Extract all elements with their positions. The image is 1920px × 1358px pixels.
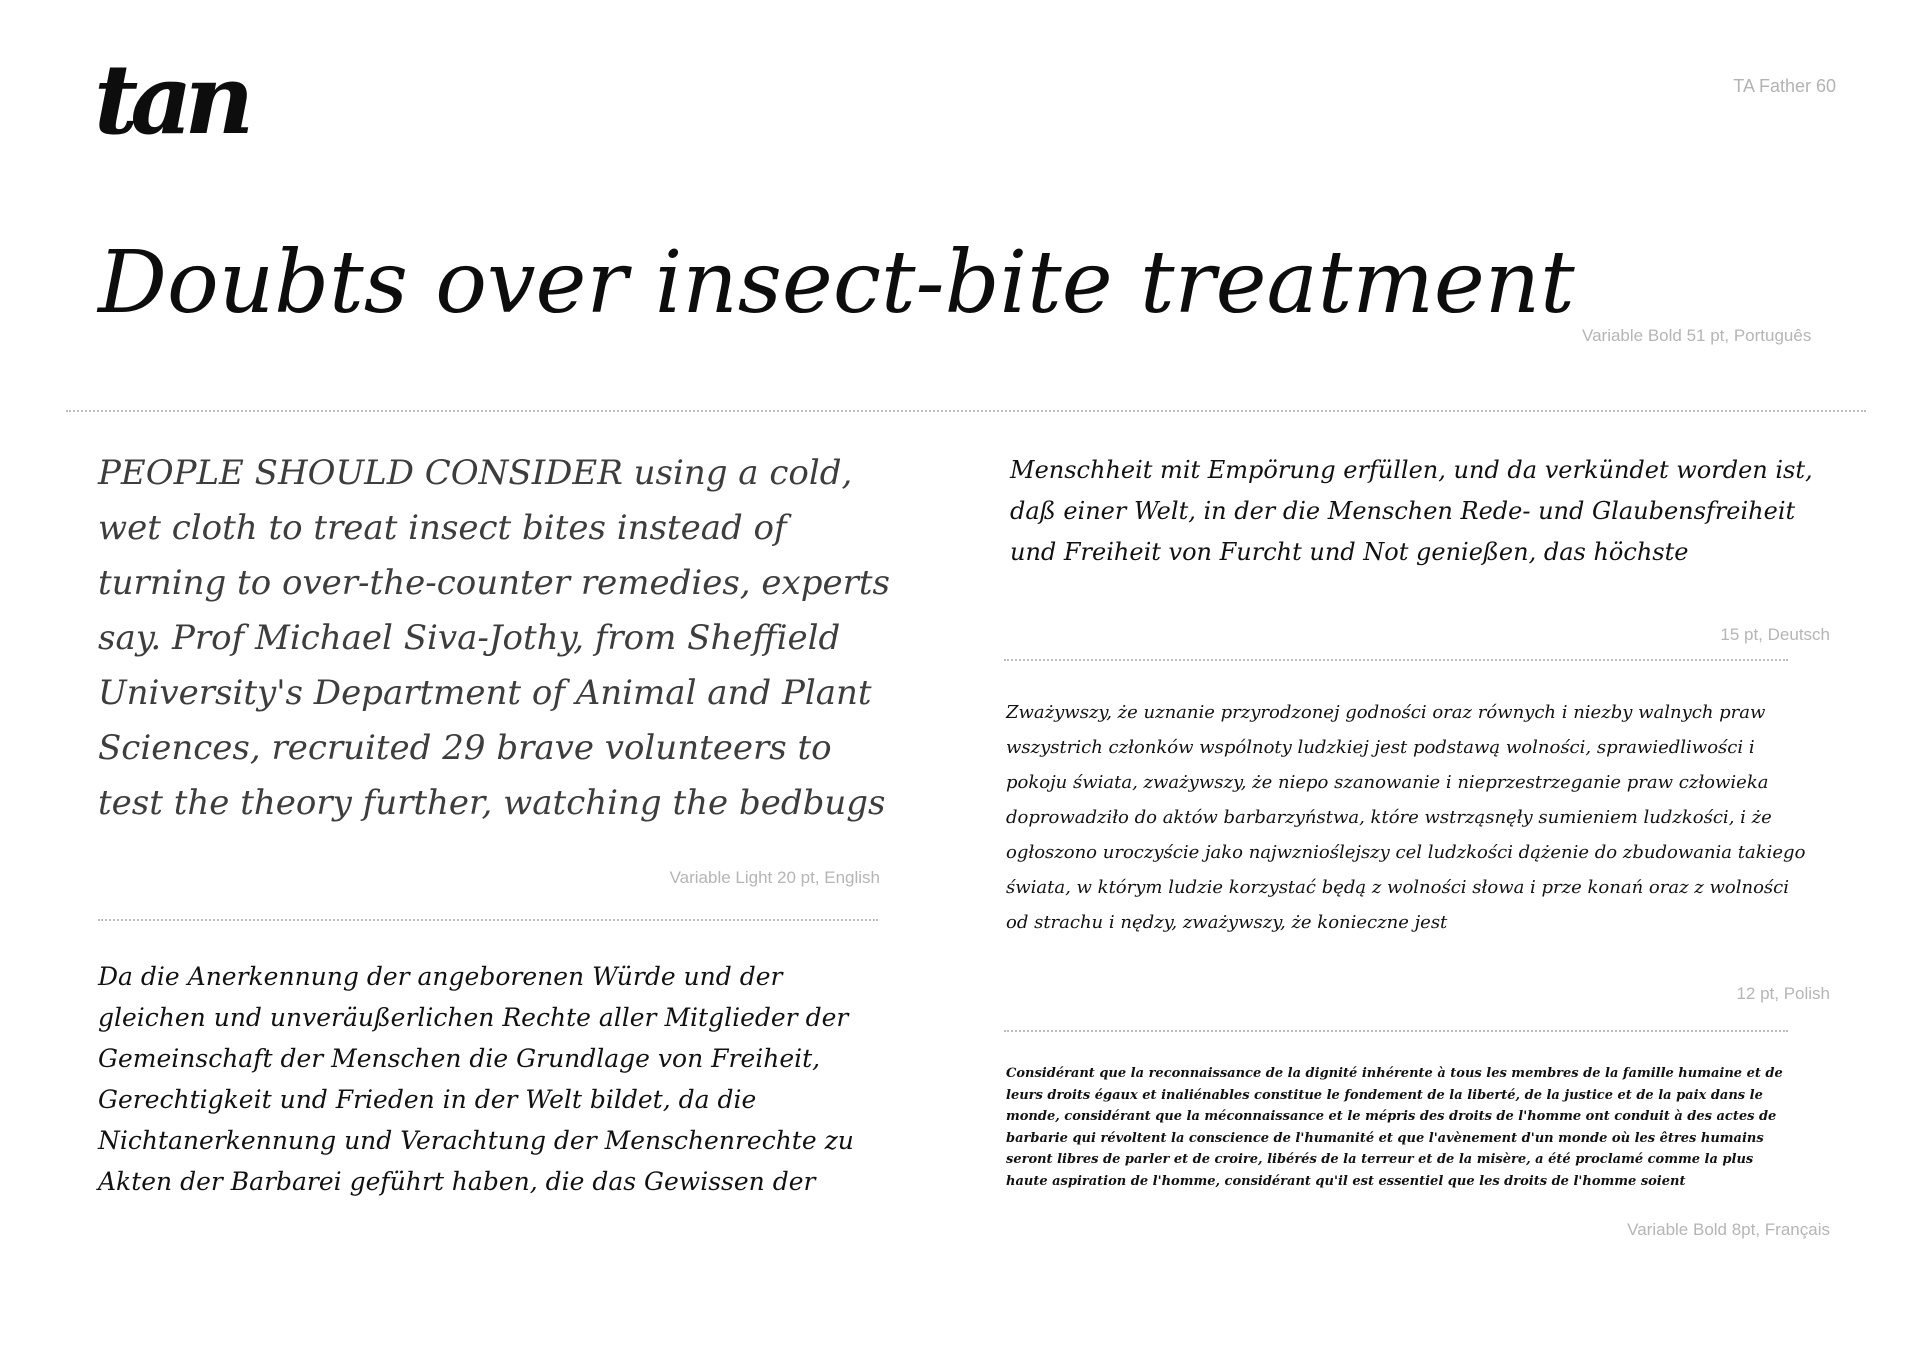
top-divider [66,410,1866,412]
deutsch-large-sample-text: Da die Anerkennung der angeborenen Würde und der gleichen und unveräußerlichen Rechte aller Mitglieder der Gemeinschaft der Menschen die Grundlage von Freiheit, Gerechtigkeit und Frieden in der Welt bildet, da die Nichtanerkennung und Verachtung der Menschenrechte zu Akten der Barbarei geführt haben, die das Gewissen der [98,962,854,1196]
brand-logo: tan [94,43,247,156]
headline-sample: Doubts over insect-bite treatment [98,233,1575,333]
francais-sample-text: Considérant que la reconnaissance de la dignité inhérente à tous les membres de la famille humaine et de leurs droits égaux et inaliénables constitue le fondement de la liberté, de la justice et de la paix dans le monde, considérant que la méconnaissance et le mépris des droits de l'homme ont conduit à des actes de barbarie qui révoltent la conscience de l'humanité et que l'avènement d'un monde où les êtres humains seront libres de parler et de croire, libérés de la terreur et de la misère, a été proclamé comme la plus haute aspiration de l'homme, considérant qu'il est essentiel que les droits de l'homme soient [1006,1066,1783,1189]
right-divider-1 [1004,659,1788,661]
polish-sample-caption: 12 pt, Polish [1736,984,1830,1003]
font-name-label: TA Father 60 [1733,76,1836,96]
deutsch-sample-caption: 15 pt, Deutsch [1720,625,1830,644]
english-sample-text: PEOPLE SHOULD CONSIDER using a cold, wet cloth to treat insect bites instead of turning to over-the-counter remedies, experts say. Prof Michael Siva-Jothy, from Sheffield University's Department of Animal and Plant Sciences, recruited 29 brave volunteers to test the theory further, watching the bedbugs [98,453,890,823]
left-divider [98,919,878,921]
deutsch-sample-text: Menschheit mit Empörung erfüllen, und da verkündet worden ist, daß einer Welt, in der die Menschen Rede- und Glaubensfreiheit und Freiheit von Furcht und Not genießen, das höchste [1010,456,1813,566]
headline-caption: Variable Bold 51 pt, Português [1582,326,1812,345]
polish-sample-text: Zważywszy, że uznanie przyrodzonej godności oraz równych i niezby walnych praw wszystrich członków wspólnoty ludzkiej jest podstawą wolności, sprawiedliwości i pokoju świata, zważywszy, że niepo szanowanie i nieprzestrzeganie praw człowieka doprowadziło do aktów barbarzyństwa, które wstrząsnęły sumieniem ludzkości, i że ogłoszono uroczyście jako najwznioślejszy cel ludzkości dążenie do zbudowania takiego świata, w którym ludzie korzystać będą z wolności słowa i prze konań oraz z wolności od strachu i nędzy, zważywszy, że konieczne jest [1006,702,1806,933]
english-sample-caption: Variable Light 20 pt, English [669,868,880,887]
francais-sample-caption: Variable Bold 8pt, Français [1627,1220,1830,1239]
right-divider-2 [1004,1030,1788,1032]
